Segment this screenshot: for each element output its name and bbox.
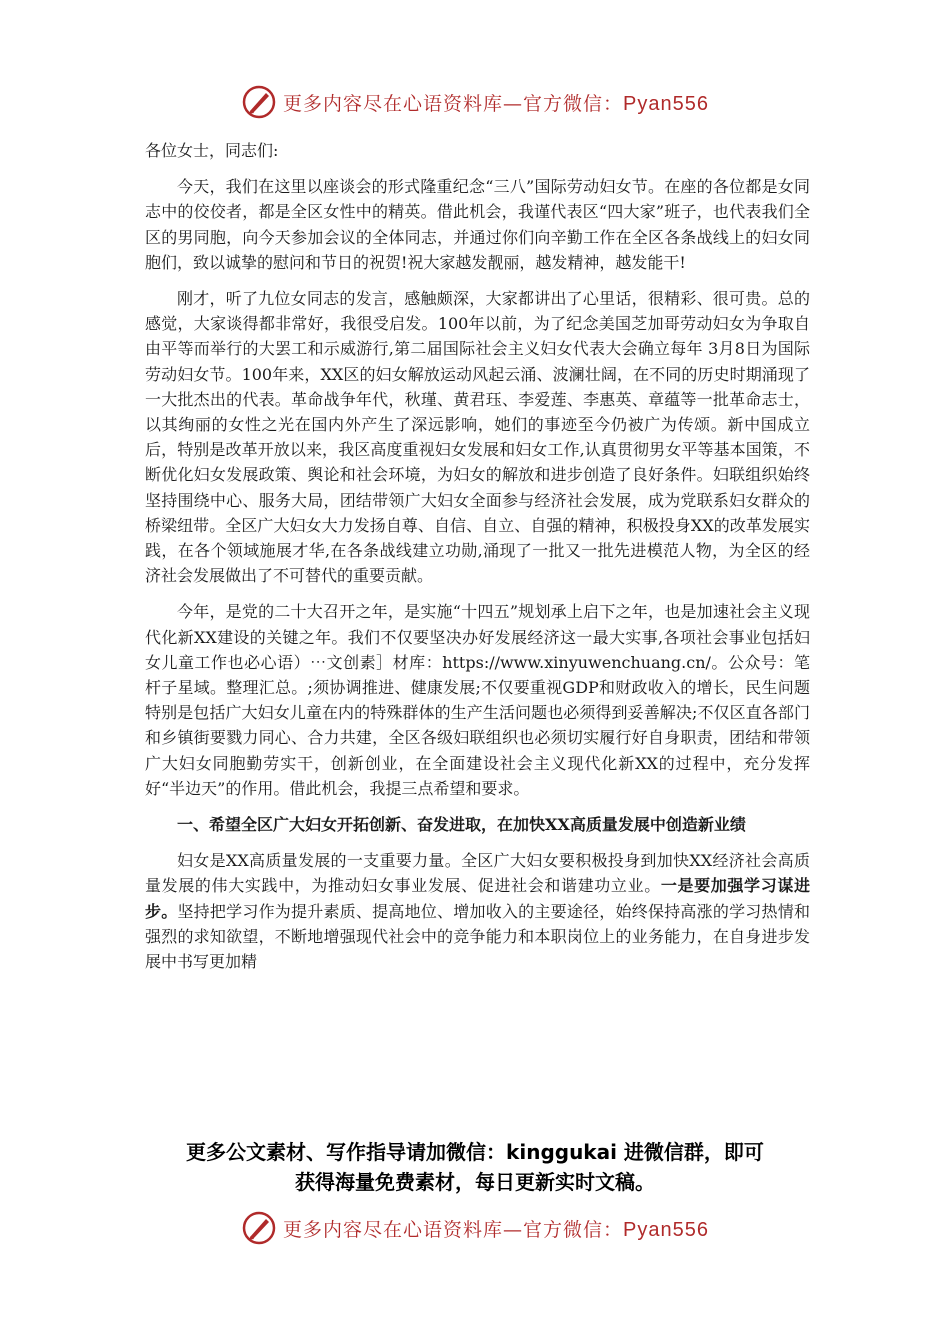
promo-line-2: 获得海量免费素材，每日更新实时文稿。 bbox=[295, 1170, 655, 1194]
header-banner bbox=[0, 82, 950, 122]
banner-wechat-handle: Pyan556 bbox=[623, 1218, 709, 1241]
document-body bbox=[145, 138, 815, 1120]
banner-text bbox=[283, 1215, 709, 1242]
pen-logo-icon bbox=[241, 84, 277, 120]
banner-label: 更多内容尽在心语资料库—官方微信： bbox=[283, 1218, 624, 1241]
section-heading-1: 一、希望全区广大妇女开拓创新、奋发进取，在加快XX高质量发展中创造新业绩 bbox=[177, 815, 746, 835]
paragraph-1: 今天，我们在这里以座谈会的形式隆重纪念“三八”国际劳动妇女节。在座的各位都是女同志中的佼佼者，都是全区女性中的精英。借此机会，我谨代表区“四大家”班子，也代表我们全区的男同胞，向今天参加会议的全体同志，并通过你们向辛勤工作在全区各条战线上的妇女同胞们，致以诚挚的慰问和节日的祝贺!祝大家越发靓丽，越发精神，越发能干! bbox=[145, 177, 810, 272]
paragraph-4-rest: 坚持把学习作为提升素质、提高地位、增加收入的主要途径，始终保持高涨的学习热情和强烈的求知欲望，不断地增强现代社会中的竞争能力和本职岗位上的业务能力，在自身进步发展中书写更加精 bbox=[145, 901, 810, 972]
footer-banner bbox=[0, 1208, 950, 1248]
banner-text bbox=[283, 89, 709, 116]
paragraph-2: 刚才，听了九位女同志的发言，感触颇深，大家都讲出了心里话，很精彩、很可贵。总的感觉，大家谈得都非常好，我很受启发。100年以前，为了纪念美国芝加哥劳动妇女为争取自由平等而举行的大罢工和示威游行,第二届国际社会主义妇女代表大会确立每年 3月8日为国际劳动妇女节。100年来，XX区的妇女解放运动风起云涌、波澜壮阔，在不同的历史时期涌现了一大批杰出的代表。革命战争年代，秋瑾、黄君珏、李爱莲、李惠英、章蕴等一批革命志士，以其绚丽的女性之光在国内外产生了深远影响，她们的事迹至今仍被广为传颂。新中国成立后，特别是改革开放以来，我区高度重视妇女发展和妇女工作,认真贯彻男女平等基本国策，不断优化妇女发展政策、舆论和社会环境，为妇女的解放和进步创造了良好条件。妇联组织始终坚持围绕中心、服务大局，团结带领广大妇女全面参与经济社会发展，成为党联系妇女群众的桥梁纽带。全区广大妇女大力发扬自尊、自信、自立、自强的精神，积极投身XX的改革发展实践，在各个领域施展才华,在各条战线建立功勋,涌现了一批又一批先进模范人物，为全区的经济社会发展做出了不可替代的重要贡献。 bbox=[145, 289, 810, 586]
paragraph-4-intro: 妇女是XX高质量发展的一支重要力量。全区广大妇女要积极投身到加快XX经济社会高质量发展的伟大实践中，为推动妇女事业发展、促进社会和谐建功立业。 bbox=[145, 851, 810, 896]
paragraph-4-emphasis: 一是要加强学习谋进步。 bbox=[145, 876, 810, 921]
greeting: 各位女士，同志们: bbox=[145, 141, 279, 160]
paragraph-4 bbox=[145, 848, 810, 974]
promo-text bbox=[0, 1137, 950, 1197]
banner-label: 更多内容尽在心语资料库—官方微信： bbox=[283, 92, 624, 115]
promo-line-1: 更多公文素材、写作指导请加微信：kinggukai 进微信群，即可 bbox=[186, 1140, 764, 1164]
pen-logo-icon bbox=[241, 1210, 277, 1246]
paragraph-3: 今年，是党的二十大召开之年，是实施“十四五”规划承上启下之年，也是加速社会主义现代化新XX建设的关键之年。我们不仅要坚决办好发展经济这一最大实事,各项社会事业包括妇女儿童工作也必心语）⋯文创素］材库：https://www.xinyuwenchuang.cn/。公众号：笔杆子星域。整理汇总。;须协调推进、健康发展;不仅要重视GDP和财政收入的增长，民生问题特别是包括广大妇女儿童在内的特殊群体的生产生活问题也必须得到妥善解决;不仅区直各部门和乡镇街要戮力同心、合力共建，全区各级妇联组织也必须切实履行好自身职责，团结和带领广大妇女同胞勤劳实干，创新创业，在全面建设社会主义现代化新XX的过程中，充分发挥好“半边天”的作用。借此机会，我提三点希望和要求。 bbox=[145, 602, 810, 798]
banner-wechat-handle: Pyan556 bbox=[623, 92, 709, 115]
